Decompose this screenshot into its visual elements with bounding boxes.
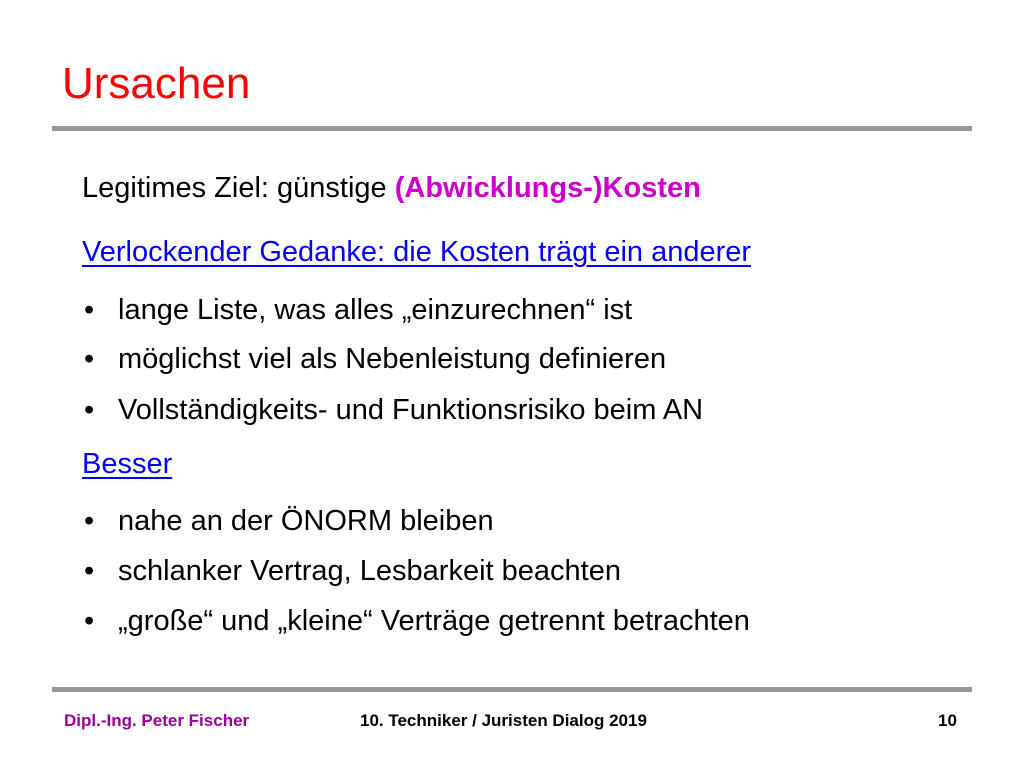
footer-author: Dipl.-Ing. Peter Fischer (64, 711, 250, 730)
section1-heading[interactable]: Verlockender Gedanke: die Kosten trägt ein anderer (82, 236, 752, 268)
goal-prefix: Legitimes Ziel: günstige (82, 172, 395, 204)
bottom-divider (52, 687, 972, 692)
section2-bullet-3: „große“ und „kleine“ Verträge getrennt betrachten (118, 605, 750, 637)
section1-bullet-3: Vollständigkeits- und Funktionsrisiko beim AN (118, 394, 704, 426)
footer-event: 10. Techniker / Juristen Dialog 2019 (360, 711, 647, 730)
section1-bullet-2: möglichst viel als Nebenleistung definieren (118, 343, 667, 375)
goal-line (82, 170, 701, 206)
section2-bullet-2: schlanker Vertrag, Lesbarkeit beachten (118, 555, 621, 587)
section2-bullet-1: nahe an der ÖNORM bleiben (118, 505, 494, 537)
goal-highlight: (Abwicklungs-)Kosten (394, 172, 701, 204)
slide-title: Ursachen (62, 59, 251, 108)
section1-bullet-1: lange Liste, was alles „einzurechnen“ ist (118, 294, 633, 326)
section2-heading[interactable]: Besser (82, 448, 173, 480)
page-number: 10 (938, 711, 957, 730)
bullet-glyph: • (84, 294, 95, 326)
bullet-glyph: • (84, 555, 95, 587)
bullet-glyph: • (84, 343, 95, 375)
bullet-glyph: • (84, 394, 95, 426)
bullet-glyph: • (84, 505, 95, 537)
bullet-glyph: • (84, 605, 95, 637)
